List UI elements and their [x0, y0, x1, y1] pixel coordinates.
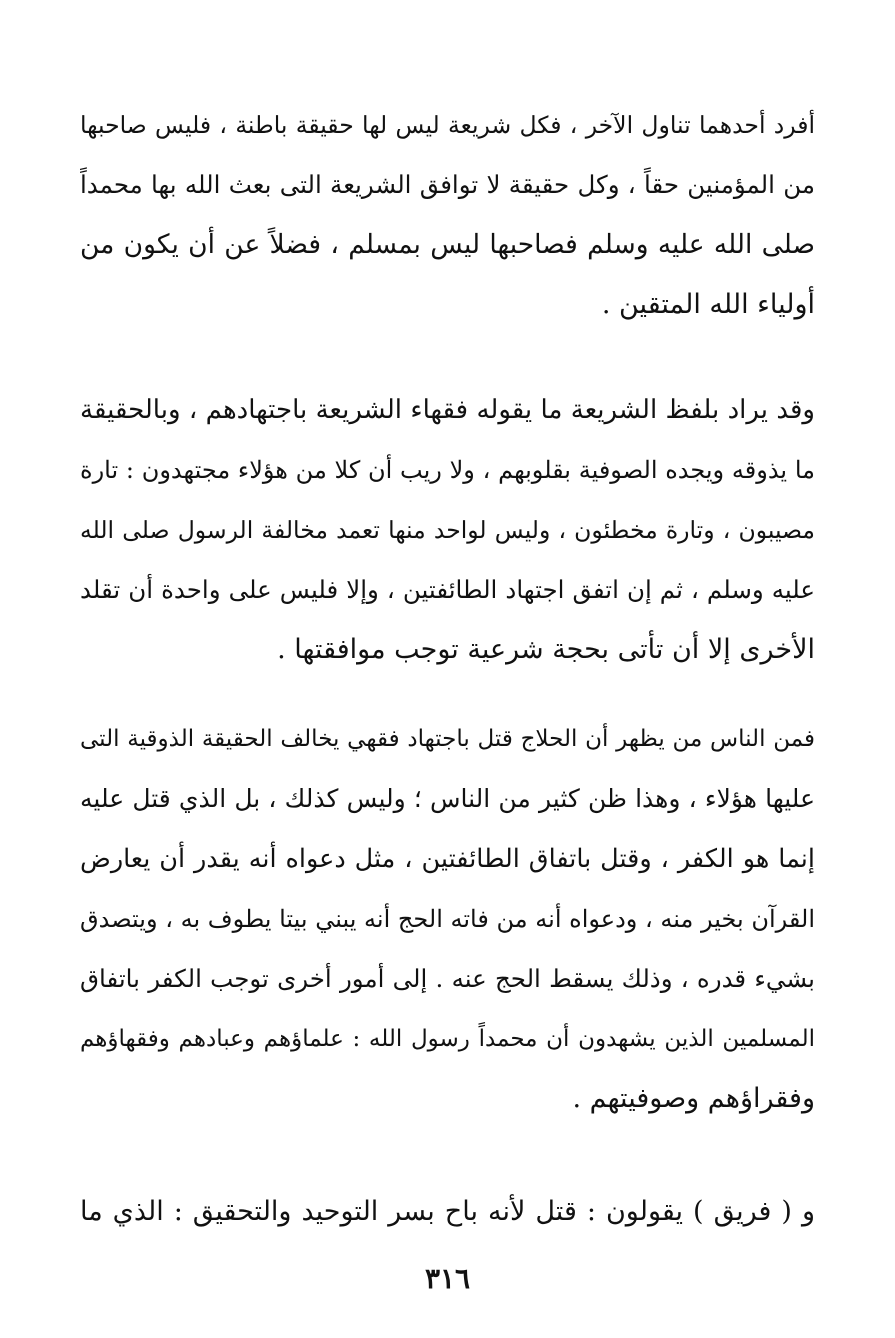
text-line: صلى الله عليه وسلم فصاحبها ليس بمسلم ، فضلاً عن أن يكون من [80, 229, 815, 260]
text-line: مصيبون ، وتارة مخطئون ، وليس لواحد منها تعمد مخالفة الرسول صلى الله [80, 516, 815, 544]
paragraph-4 [80, 1182, 815, 1242]
paragraph-2 [80, 380, 815, 680]
text-line: بشيء قدره ، وذلك يسقط الحج عنه . إلى أمور أخرى توجب الكفر باتفاق [80, 964, 815, 993]
text-line: الأخرى إلا أن تأتى بحجة شرعية توجب موافقتها . [277, 634, 815, 665]
text-line: أولياء الله المتقين . [601, 289, 815, 320]
text-line: من المؤمنين حقاً ، وكل حقيقة لا توافق الشريعة التى بعث الله بها محمداً [80, 170, 815, 199]
text-line: أفرد أحدهما تناول الآخر ، فكل شريعة ليس لها حقيقة باطنة ، فليس صاحبها [80, 111, 815, 139]
text-line: عليها هؤلاء ، وهذا ظن كثير من الناس ؛ وليس كذلك ، بل الذي قتل عليه [80, 784, 815, 813]
text-line: ما يذوقه ويجده الصوفية بقلوبهم ، ولا ريب أن كلا من هؤلاء مجتهدون : تارة [80, 456, 815, 484]
paragraph-3 [80, 709, 815, 1129]
text-line: وقد يراد بلفظ الشريعة ما يقوله فقهاء الشريعة باجتهادهم ، وبالحقيقة [80, 395, 815, 425]
page-number: ٣١٦ [424, 1262, 471, 1295]
text-line: عليه وسلم ، ثم إن اتفق اجتهاد الطائفتين ، وإلا فليس على واحدة أن تقلد [80, 575, 815, 604]
text-line: فمن الناس من يظهر أن الحلاج قتل باجتهاد فقهي يخالف الحقيقة الذوقية التى [80, 726, 815, 752]
text-line: القرآن بخير منه ، ودعواه أنه من فاته الحج أنه يبني بيتا يطوف به ، ويتصدق [80, 905, 815, 933]
text-line: وفقراؤهم وصوفيتهم . [572, 1083, 815, 1114]
text-line: إنما هو الكفر ، وقتل باتفاق الطائفتين ، مثل دعواه أنه يقدر أن يعارض [80, 844, 815, 874]
text-line: المسلمين الذين يشهدون أن محمداً رسول الله : علماؤهم وعبادهم وفقهاؤهم [80, 1026, 815, 1052]
paragraph-1 [80, 95, 815, 335]
text-line: و ( فريق ) يقولون : قتل لأنه باح بسر التوحيد والتحقيق : الذي ما [80, 1196, 815, 1227]
